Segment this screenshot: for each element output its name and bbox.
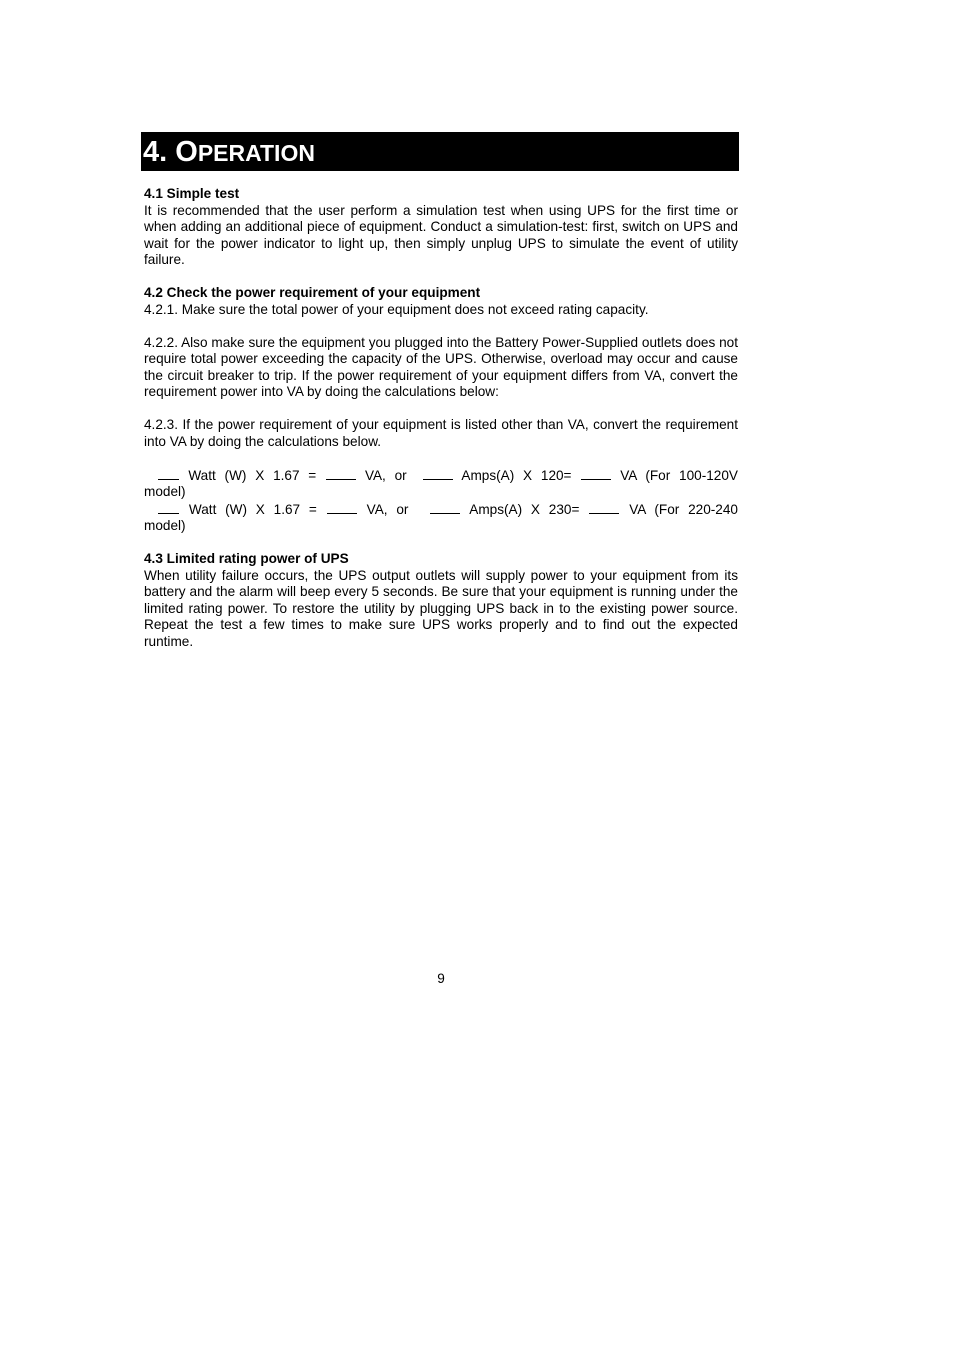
blank-watt-1	[158, 467, 179, 480]
blank-amps-1	[423, 467, 453, 480]
formula-2-amps: Amps(A) X 230=	[469, 501, 580, 517]
section-title-bar	[141, 132, 739, 171]
title-number: 4.	[143, 136, 176, 168]
page-content	[144, 186, 738, 650]
formula-line-2	[144, 501, 738, 519]
title-first-letter: O	[175, 136, 198, 168]
page-number: 9	[437, 971, 445, 986]
formula-1-amps: Amps(A) X 120=	[461, 467, 572, 483]
paragraph-4-3: When utility failure occurs, the UPS output outlets will supply power to your equipment from its battery and the alarm will beep every 5 seconds. Be sure that your equipment is running under the limited rating power. To restore the utility by plugging UPS back in to the existing power source. Repeat the test a few times to make sure UPS works properly and to find out the expected runtime.	[144, 567, 738, 649]
formula-2-va-or: VA, or	[366, 501, 409, 517]
blank-watt-2	[158, 501, 179, 514]
heading-4-1: 4.1 Simple test	[144, 186, 240, 201]
formula-1-watt: Watt (W) X 1.67 =	[188, 467, 317, 483]
blank-va-2	[327, 501, 357, 514]
formula-2-va-for: VA (For 220-240	[629, 501, 738, 517]
formula-2-model: model)	[144, 518, 186, 533]
formula-1-va-for: VA (For 100-120V	[620, 467, 738, 483]
heading-4-2: 4.2 Check the power requirement of your equipment	[144, 285, 481, 300]
blank-va2-1	[581, 467, 611, 480]
formula-2-watt: Watt (W) X 1.67 =	[188, 501, 317, 517]
formula-1-model: model)	[144, 484, 186, 499]
title-rest: PERATION	[197, 140, 315, 166]
formula-1-va-or: VA, or	[364, 467, 407, 483]
paragraph-4-2-1: 4.2.1. Make sure the total power of your equipment does not exceed rating capacity.	[144, 301, 649, 317]
blank-amps-2	[430, 501, 460, 514]
blank-va-1	[326, 467, 356, 480]
paragraph-4-1: It is recommended that the user perform a simulation test when using UPS for the first time or when adding an additional piece of equipment. Conduct a simulation-test: first, switch on UPS and wait for the power indicator to light up, then simply unplug UPS to simulate the event of utility failure.	[144, 202, 738, 267]
paragraph-4-2-3: 4.2.3. If the power requirement of your equipment is listed other than VA, convert the requirement into VA by doing the calculations below.	[144, 417, 738, 449]
formula-line-1	[144, 467, 738, 485]
blank-va2-2	[589, 501, 619, 514]
heading-4-3: 4.3 Limited rating power of UPS	[144, 551, 349, 566]
paragraph-4-2-2: 4.2.2. Also make sure the equipment you plugged into the Battery Power-Supplied outlets does not require total power exceeding the capacity of the UPS. Otherwise, overload may occur and cause the circuit breaker to trip. If the power requirement of your equipment differs from VA, convert the requirement power into VA by doing the calculations below:	[144, 334, 738, 399]
